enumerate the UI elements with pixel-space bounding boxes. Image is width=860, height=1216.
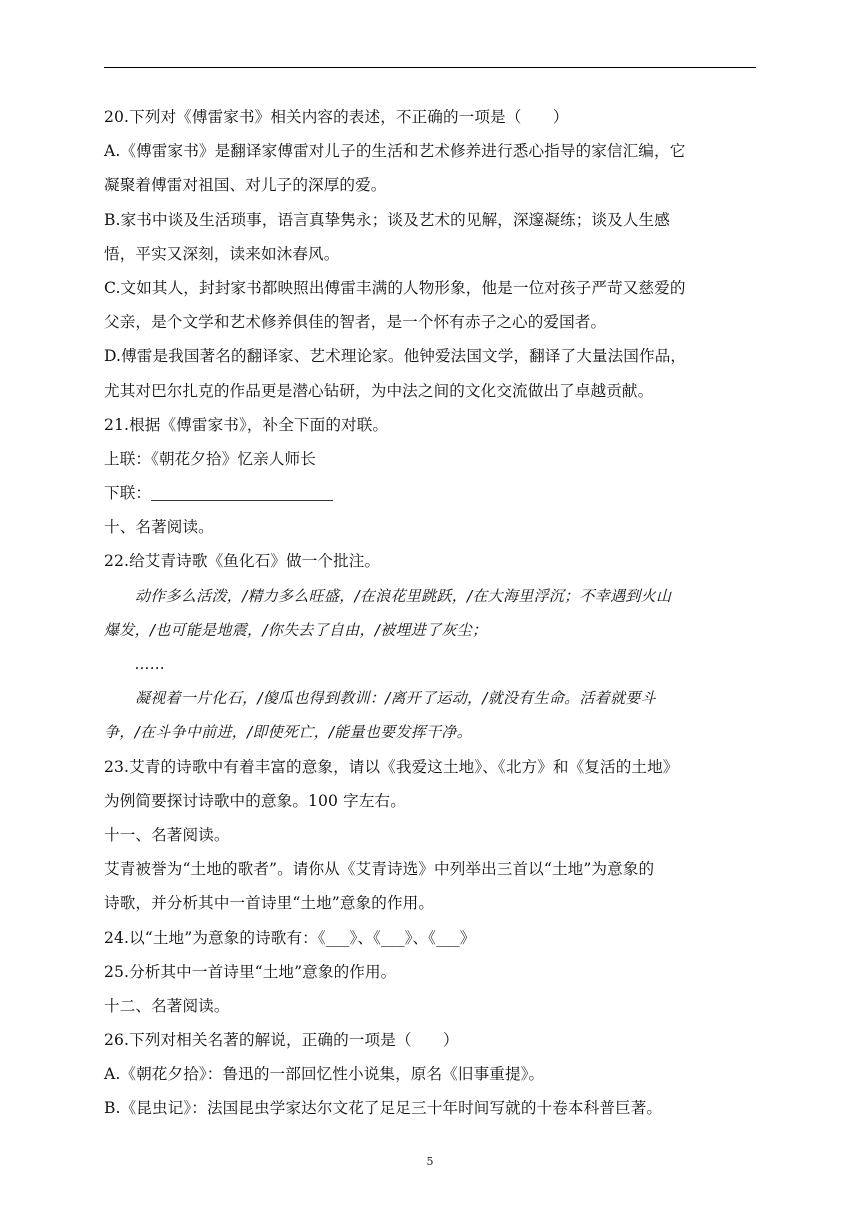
section-12-heading: 十二、名著阅读。 (104, 996, 230, 1015)
q20-option-a-line1: A.《傅雷家书》是翻译家傅雷对儿子的生活和艺术修养进行悉心指导的家信汇编，它 (104, 142, 686, 161)
poem-ellipsis: …… (135, 655, 166, 673)
q20-option-c-line2: 父亲，是个文学和艺术修养俱佳的智者，是一个怀有赤子之心的爱国者。 (104, 313, 607, 332)
q22-stem: 22.给艾青诗歌《鱼化石》做一个批注。 (104, 552, 381, 571)
q20-option-d-line2: 尤其对巴尔扎克的作品更是潜心钻研，为中法之间的文化交流做出了卓越贡献。 (104, 381, 654, 400)
q26-option-a: A.《朝花夕拾》：鲁迅的一部回忆性小说集，原名《旧事重提》。 (104, 1065, 545, 1084)
q21-stem: 21.根据《傅雷家书》，补全下面的对联。 (104, 415, 389, 434)
section-10-heading: 十、名著阅读。 (104, 518, 214, 537)
q23-stem-line2: 为例简要探讨诗歌中的意象。100 字左右。 (104, 791, 406, 810)
q20-option-d-line1: D.傅雷是我国著名的翻译家、艺术理论家。他钟爱法国文学，翻译了大量法国作品， (104, 347, 687, 366)
poem-line-2: 爆发，/也可能是地震，/你失去了自由，/被埋进了灰尘； (104, 620, 488, 639)
page-number: 5 (426, 1155, 434, 1168)
poem-line-3: 凝视着一片化石，/傻瓜也得到教训：/离开了运动，/就没有生命。活着就要斗 (135, 689, 656, 708)
q20-option-a-line2: 凝聚着傅雷对祖国、对儿子的深厚的爱。 (104, 176, 387, 195)
q20-option-b-line2: 悟，平实又深刻，读来如沐春风。 (104, 244, 340, 263)
header-rule (104, 67, 756, 68)
q25-stem: 25.分析其中一首诗里“土地”意象的作用。 (104, 962, 397, 981)
section-11-intro-line2: 诗歌，并分析其中一首诗里“土地”意象的作用。 (104, 894, 435, 913)
poem-line-1: 动作多么活泼，/精力多么旺盛，/在浪花里跳跃，/在大海里浮沉；不幸遇到火山 (135, 586, 672, 605)
answer-blank[interactable] (151, 482, 333, 501)
page-content (104, 100, 764, 1126)
q21-lower-label: 下联： (104, 484, 152, 503)
q26-stem: 26.下列对相关名著的解说，正确的一项是（ ） (104, 1031, 459, 1050)
q20-option-b-line1: B.家书中谈及生活琐事，语言真挚隽永；谈及艺术的见解，深邃凝练；谈及人生感 (104, 210, 670, 229)
section-11-intro-line1: 艾青被誉为“土地的歌者”。请你从《艾青诗选》中列举出三首以“土地”为意象的 (104, 860, 655, 879)
q24-stem: 24.以“土地”为意象的诗歌有：《___》、《___》、《___》 (104, 928, 476, 947)
poem-line-4: 争，/在斗争中前进，/即使死亡，/能量也要发挥干净。 (104, 723, 472, 742)
q23-stem-line1: 23.艾青的诗歌中有着丰富的意象，请以《我爱这土地》、《北方》和《复活的土地》 (104, 757, 679, 776)
q21-lower-couplet (104, 476, 764, 510)
q20-option-c-line1: C.文如其人，封封家书都映照出傅雷丰满的人物形象，他是一位对孩子严苛又慈爱的 (104, 278, 686, 297)
q20-stem: 20.下列对《傅雷家书》相关内容的表述，不正确的一项是（ ） (104, 108, 569, 126)
q21-upper-couplet: 上联：《朝花夕拾》忆亲人师长 (104, 449, 316, 468)
q26-option-b: B.《昆虫记》：法国昆虫学家达尔文花了足足三十年时间写就的十卷本科普巨著。 (104, 1099, 663, 1118)
section-11-heading: 十一、名著阅读。 (104, 825, 230, 844)
